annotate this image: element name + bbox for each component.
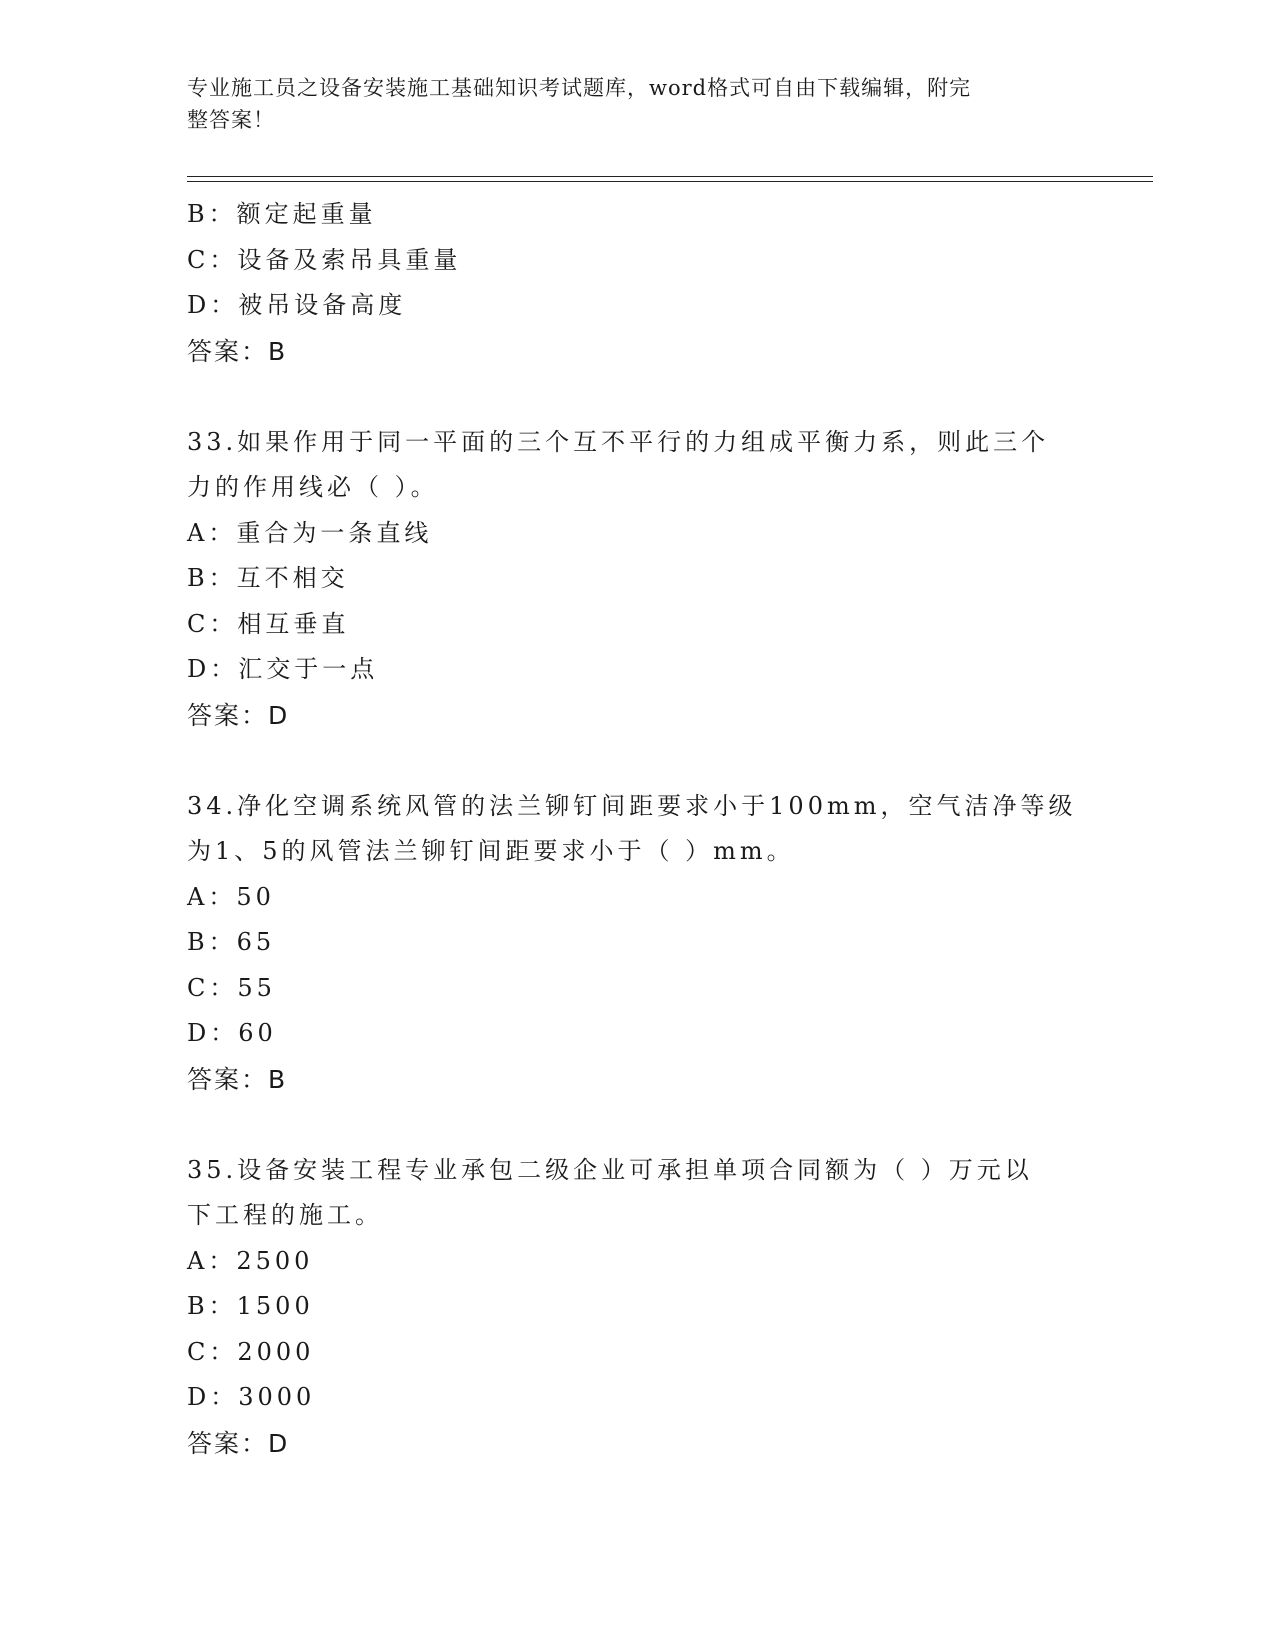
header-divider bbox=[187, 176, 1153, 182]
option-d: D：60 bbox=[187, 1019, 277, 1047]
spacer bbox=[187, 1102, 1087, 1148]
question-35 bbox=[187, 1148, 1087, 1467]
option-c: C：设备及索吊具重量 bbox=[187, 245, 462, 274]
option-b: B：互不相交 bbox=[187, 564, 349, 592]
question-text-line-2: 力的作用线必（ ）。 bbox=[187, 473, 439, 501]
option-a: A：50 bbox=[187, 882, 275, 911]
question-text-line-2: 下工程的施工。 bbox=[187, 1201, 383, 1229]
question-33 bbox=[187, 420, 1087, 739]
question-text-line-1: 33.如果作用于同一平面的三个互不平行的力组成平衡力系，则此三个 bbox=[187, 427, 1050, 456]
option-c: C：55 bbox=[187, 973, 276, 1002]
option-b: B：额定起重量 bbox=[187, 200, 377, 228]
option-d: D：3000 bbox=[187, 1383, 316, 1411]
answer-line: 答案：D bbox=[187, 1428, 290, 1458]
option-b: B：1500 bbox=[187, 1292, 314, 1320]
option-a: A：重合为一条直线 bbox=[187, 518, 433, 547]
question-text-line-1: 34.净化空调系统风管的法兰铆钉间距要求小于100mm，空气洁净等级 bbox=[187, 791, 1077, 820]
answer-line: 答案：D bbox=[187, 700, 290, 730]
spacer bbox=[187, 374, 1087, 420]
option-d: D：汇交于一点 bbox=[187, 655, 379, 683]
header-line-2: 整答案！ bbox=[187, 108, 275, 132]
option-c: C：相互垂直 bbox=[187, 609, 350, 638]
question-34 bbox=[187, 784, 1087, 1103]
option-d: D：被吊设备高度 bbox=[187, 291, 407, 319]
option-c: C：2000 bbox=[187, 1337, 315, 1366]
option-b: B：65 bbox=[187, 928, 276, 956]
answer-line: 答案：B bbox=[187, 1064, 288, 1094]
question-text-line-2: 为1、5的风管法兰铆钉间距要求小于（ ）mm。 bbox=[187, 837, 795, 865]
document-header bbox=[187, 72, 1067, 136]
header-line-1: 专业施工员之设备安装施工基础知识考试题库，word格式可自由下载编辑，附完 bbox=[187, 76, 972, 100]
spacer bbox=[187, 738, 1087, 784]
question-32-continuation bbox=[187, 192, 1087, 374]
option-a: A：2500 bbox=[187, 1246, 314, 1275]
document-body bbox=[187, 192, 1087, 1466]
answer-line: 答案：B bbox=[187, 336, 288, 366]
question-text-line-1: 35.设备安装工程专业承包二级企业可承担单项合同额为（ ）万元以 bbox=[187, 1155, 1033, 1184]
